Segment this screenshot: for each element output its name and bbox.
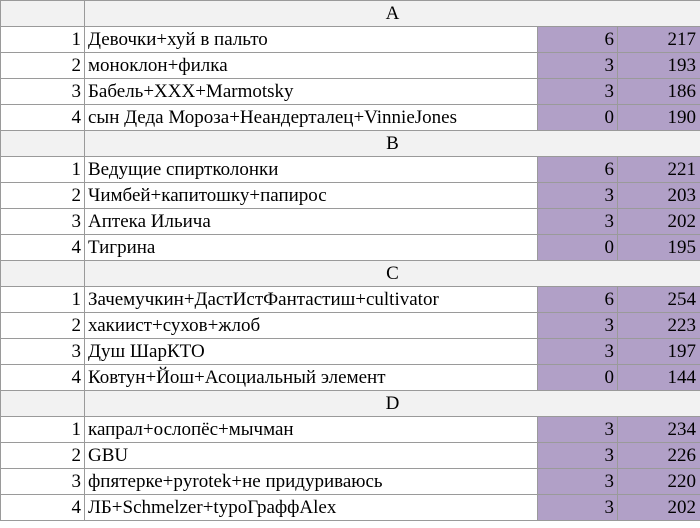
points-cell[interactable]: 0 [538,105,618,131]
group-label[interactable]: B [85,131,700,157]
place-cell[interactable]: 3 [1,209,85,235]
score-cell[interactable]: 223 [618,313,700,339]
place-cell[interactable]: 4 [1,365,85,391]
place-cell[interactable]: 3 [1,79,85,105]
table-row [1,365,700,391]
place-cell[interactable]: 4 [1,235,85,261]
table-row [1,495,700,521]
team-cell[interactable]: хакиист+сухов+жлоб [85,313,538,339]
points-cell[interactable]: 3 [538,469,618,495]
points-cell[interactable]: 6 [538,157,618,183]
points-cell[interactable]: 3 [538,495,618,521]
team-cell[interactable]: Ковтун+Йош+Асоциальный элемент [85,365,538,391]
points-cell[interactable]: 3 [538,313,618,339]
team-cell[interactable]: Зачемучкин+ДастИстФантастиш+cultivator [85,287,538,313]
team-cell[interactable]: сын Деда Мороза+Неандерталец+VinnieJones [85,105,538,131]
table-row [1,79,700,105]
header-blank-cell[interactable] [1,391,85,417]
score-cell[interactable]: 221 [618,157,700,183]
score-cell[interactable]: 226 [618,443,700,469]
table-row [1,313,700,339]
group-label[interactable]: A [85,1,700,27]
table-row [1,287,700,313]
place-cell[interactable]: 4 [1,105,85,131]
points-cell[interactable]: 0 [538,235,618,261]
team-cell[interactable]: капрал+ослопёс+мычман [85,417,538,443]
group-header-d [1,391,700,417]
team-cell[interactable]: Аптека Ильича [85,209,538,235]
score-cell[interactable]: 202 [618,209,700,235]
team-cell[interactable]: Душ ШарКТО [85,339,538,365]
points-cell[interactable]: 3 [538,443,618,469]
points-cell[interactable]: 0 [538,365,618,391]
score-cell[interactable]: 190 [618,105,700,131]
table-row [1,105,700,131]
points-cell[interactable]: 3 [538,209,618,235]
points-cell[interactable]: 3 [538,53,618,79]
team-cell[interactable]: фпятерке+pyrotek+не придуриваюсь [85,469,538,495]
score-cell[interactable]: 217 [618,27,700,53]
place-cell[interactable]: 2 [1,183,85,209]
team-cell[interactable]: Тигрина [85,235,538,261]
score-cell[interactable]: 202 [618,495,700,521]
table-row [1,339,700,365]
score-cell[interactable]: 186 [618,79,700,105]
place-cell[interactable]: 1 [1,27,85,53]
score-cell[interactable]: 254 [618,287,700,313]
place-cell[interactable]: 3 [1,339,85,365]
table-row [1,235,700,261]
group-header-a [1,1,700,27]
score-cell[interactable]: 197 [618,339,700,365]
table-row [1,469,700,495]
team-cell[interactable]: GBU [85,443,538,469]
header-blank-cell[interactable] [1,131,85,157]
team-cell[interactable]: моноклон+филка [85,53,538,79]
table-row [1,157,700,183]
table-row [1,417,700,443]
table-row [1,183,700,209]
place-cell[interactable]: 1 [1,417,85,443]
score-cell[interactable]: 203 [618,183,700,209]
header-blank-cell[interactable] [1,261,85,287]
points-cell[interactable]: 3 [538,417,618,443]
place-cell[interactable]: 3 [1,469,85,495]
score-cell[interactable]: 144 [618,365,700,391]
table-row [1,27,700,53]
header-blank-cell[interactable] [1,1,85,27]
score-cell[interactable]: 234 [618,417,700,443]
group-header-b [1,131,700,157]
score-cell[interactable]: 195 [618,235,700,261]
table-row [1,443,700,469]
points-cell[interactable]: 3 [538,339,618,365]
points-cell[interactable]: 6 [538,287,618,313]
team-cell[interactable]: Девочки+хуй в пальто [85,27,538,53]
points-cell[interactable]: 3 [538,79,618,105]
points-cell[interactable]: 3 [538,183,618,209]
place-cell[interactable]: 2 [1,53,85,79]
group-label[interactable]: C [85,261,700,287]
points-cell[interactable]: 6 [538,27,618,53]
place-cell[interactable]: 1 [1,287,85,313]
score-cell[interactable]: 193 [618,53,700,79]
group-header-c [1,261,700,287]
team-cell[interactable]: Чимбей+капитошку+папирос [85,183,538,209]
place-cell[interactable]: 1 [1,157,85,183]
table-row [1,209,700,235]
team-cell[interactable]: Бабель+XXX+Marmotsky [85,79,538,105]
place-cell[interactable]: 4 [1,495,85,521]
score-cell[interactable]: 220 [618,469,700,495]
group-label[interactable]: D [85,391,700,417]
table-row [1,53,700,79]
team-cell[interactable]: Ведущие спиртколонки [85,157,538,183]
place-cell[interactable]: 2 [1,313,85,339]
team-cell[interactable]: ЛБ+Schmelzer+typoГраффAlex [85,495,538,521]
place-cell[interactable]: 2 [1,443,85,469]
